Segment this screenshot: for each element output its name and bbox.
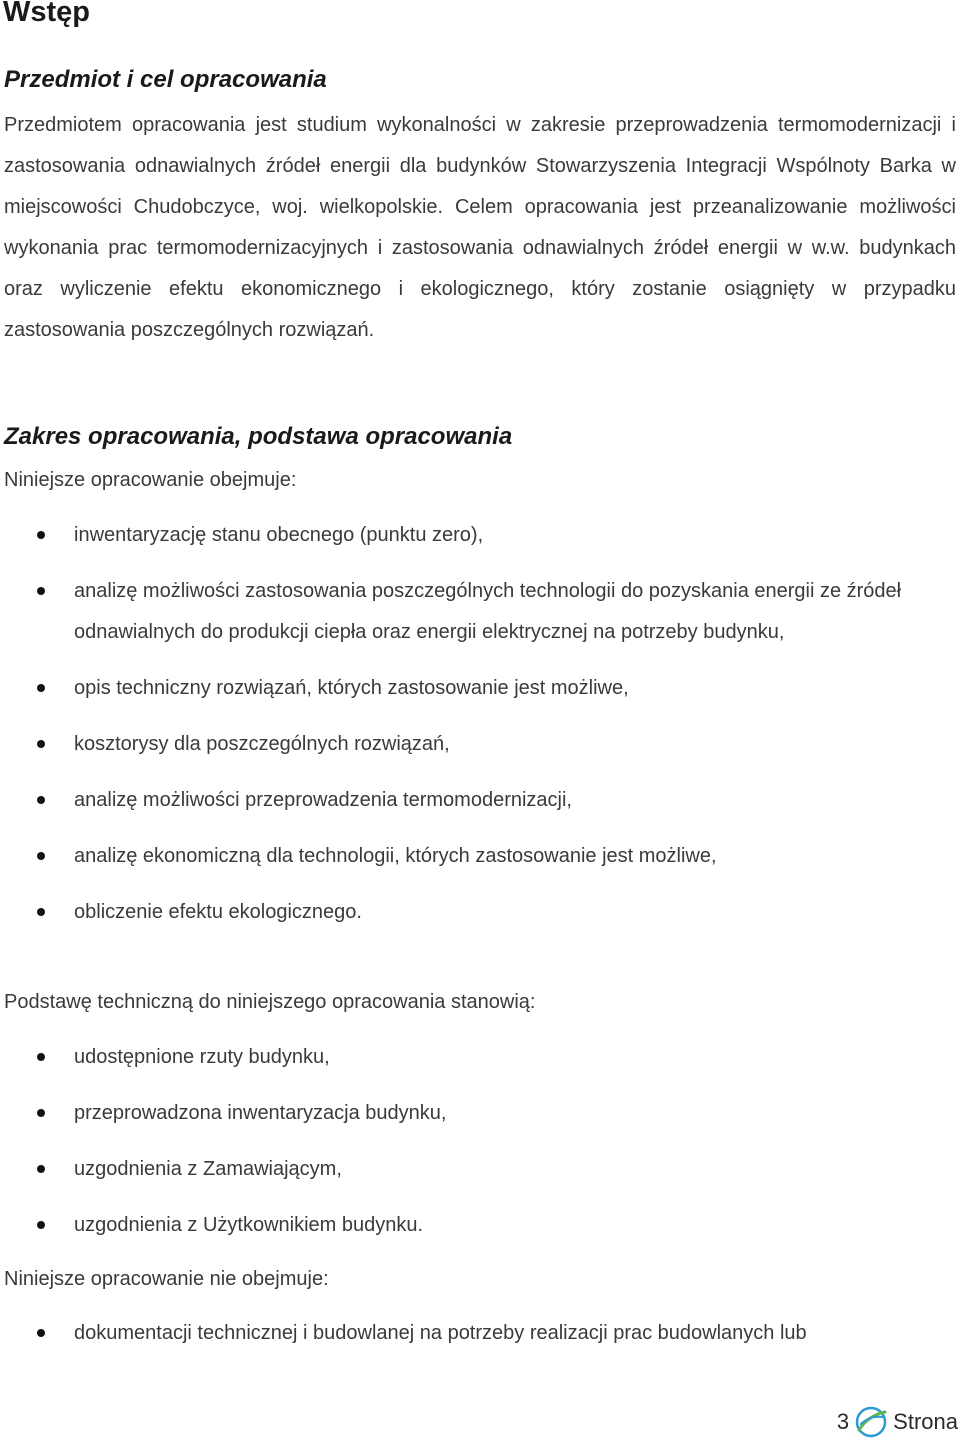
list-item: inwentaryzację stanu obecnego (punktu zero), bbox=[0, 515, 960, 556]
page-footer bbox=[837, 1402, 958, 1442]
page-heading: Wstęp bbox=[3, 0, 90, 28]
excluded-list bbox=[0, 1313, 960, 1354]
section-title-scope: Zakres opracowania, podstawa opracowania bbox=[4, 423, 513, 450]
list-item: analizę możliwości przeprowadzenia termomodernizacji, bbox=[0, 780, 960, 821]
bullet-icon bbox=[37, 796, 45, 804]
page-label: Strona bbox=[893, 1409, 958, 1434]
bullet-icon bbox=[37, 1109, 45, 1117]
scope-intro: Niniejsze opracowanie obejmuje: bbox=[4, 469, 297, 491]
basis-intro: Podstawę techniczną do niniejszego opracowania stanowią: bbox=[4, 991, 536, 1013]
bullet-icon bbox=[37, 1329, 45, 1337]
bullet-icon bbox=[37, 1221, 45, 1229]
section-title-subject: Przedmiot i cel opracowania bbox=[4, 66, 327, 93]
page-number: 3 bbox=[836, 1409, 850, 1434]
list-item: uzgodnienia z Zamawiającym, bbox=[0, 1149, 960, 1190]
bullet-icon bbox=[37, 908, 45, 916]
bullet-icon bbox=[37, 587, 45, 595]
list-item: kosztorysy dla poszczególnych rozwiązań, bbox=[0, 724, 960, 765]
list-item: analizę możliwości zastosowania poszczególnych technologii do pozyskania energii ze źródeł odnawialnych do produkcji ciepła oraz energii elektrycznej na potrzeby budynku, bbox=[0, 571, 960, 653]
bullet-icon bbox=[37, 740, 45, 748]
list-item: przeprowadzona inwentaryzacja budynku, bbox=[0, 1093, 960, 1134]
list-item: uzgodnienia z Użytkownikiem budynku. bbox=[0, 1205, 960, 1246]
bullet-icon bbox=[37, 1165, 45, 1173]
list-item: dokumentacji technicznej i budowlanej na potrzeby realizacji prac budowlanych lub bbox=[0, 1313, 960, 1354]
list-item: analizę ekonomiczną dla technologii, których zastosowanie jest możliwe, bbox=[0, 836, 960, 877]
list-item: udostępnione rzuty budynku, bbox=[0, 1037, 960, 1078]
bullet-icon bbox=[37, 684, 45, 692]
list-item: obliczenie efektu ekologicznego. bbox=[0, 892, 960, 933]
list-item: opis techniczny rozwiązań, których zastosowanie jest możliwe, bbox=[0, 668, 960, 709]
basis-list bbox=[0, 1037, 960, 1246]
excluded-intro: Niniejsze opracowanie nie obejmuje: bbox=[4, 1268, 329, 1290]
scope-list bbox=[0, 515, 960, 933]
subject-paragraph: Przedmiotem opracowania jest studium wykonalności w zakresie przeprowadzenia termomodernizacji i zastosowania odnawialnych źródeł energii dla budynków Stowarzyszenia Integracji Wspólnoty Barka w miejscowości Chudobczyce, woj. wielkopolskie. Celem opracowania jest przeanalizowanie możliwości wykonania prac termomodernizacyjnych i zastosowania odnawialnych źródeł energii w w.w. budynkach oraz wyliczenie efektu ekonomicznego i ekologicznego, który zostanie osiągnięty w przypadku zastosowania poszczególnych rozwiązań. bbox=[4, 114, 956, 341]
bullet-icon bbox=[37, 852, 45, 860]
globe-swoosh-icon bbox=[853, 1404, 889, 1440]
bullet-icon bbox=[37, 531, 45, 539]
bullet-icon bbox=[37, 1053, 45, 1061]
